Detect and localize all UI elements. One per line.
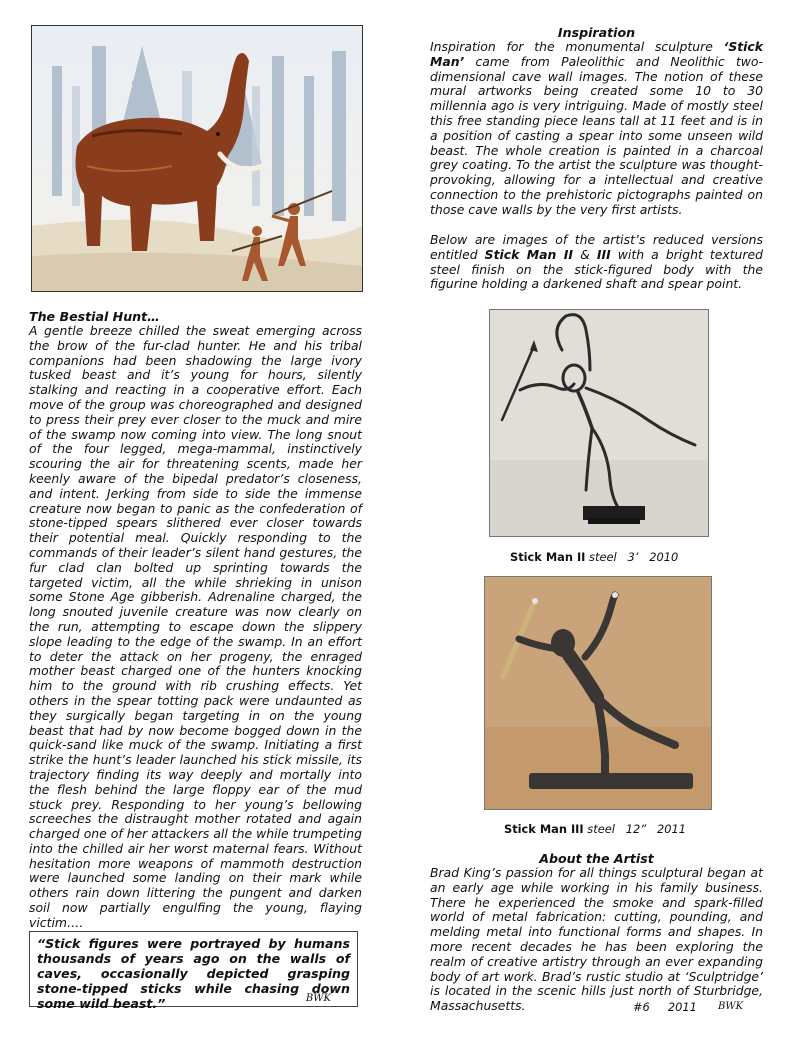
- stick-man-iii-detail: steel 12” 2011: [587, 822, 686, 836]
- quote-signature: BWK: [305, 993, 331, 1004]
- text-run: with a bright textured steel finish on the stick-figured body with the figurine holding a darkened shaft and spear point.: [430, 246, 763, 292]
- footer-initials: BWK: [718, 1001, 744, 1012]
- inspiration-paragraph-2: [430, 233, 763, 292]
- mammoth-painting-image: [32, 26, 362, 291]
- bestial-hunt-heading: The Bestial Hunt…: [29, 309, 160, 324]
- stick-man-iii-caption: [504, 822, 686, 836]
- stick-man-ii-title: Stick Man II: [510, 550, 586, 564]
- bold-text-run: ‘Stick Man’: [430, 39, 763, 69]
- bestial-hunt-story: A gentle breeze chilled the sweat emerging across the brow of the fur-clad hunter. He and his tribal companions had been shadowing the large ivory tusked beast and it’s young for hours, silently stalking and reacting in a cooperative effort. Each move of the group was choreographed and designed to press their prey ever closer to the muck and mire of the swamp now coming into view. The long snout of the four legged, mega-mammal, instinctively scouring the air for threatening scents, made her keenly aware of the bipedal predator’s closeness, and intent. Jerking from side to side the immense creature now began to panic as the confederation of stone-tipped spears slithered ever closer towards their potential meal. Quickly responding to the commands of their leader’s silent hand gestures, the fur clad clan bolted up sprinting towards the targeted victim, all the while shrieking in unison some Stone Age gibberish. Adrenaline charged, the long snouted juvenile creature was now clearly on the run, attempting to escape down the slippery slope leading to the edge of the swamp. In an effort to deter the attack on her progeny, the enraged mother beast charged one of the hunters knocking him to the ground with rib crushing effects. Yet others in the spear totting pack were undaunted as they surgically began targeting in on the young beast that had by now become bogged down in the quick-sand like muck of the swamp. Initiating a first strike the hunt’s leader launched his stick missile, its trajectory finding its way deeply and mortally into the flesh behind the large floppy ear of the mud stuck prey. Responding to her young’s bellowing screeches the distraught mother rotated and again charged one of her attackers all the while trumpeting into the chilled air her worst maternal fears. Without hesitation more weapons of mammoth destruction were launched some landing on their mark while others rain down littering the pungent and darken soil now partially engulfing the young, flaying victim….: [29, 323, 362, 930]
- text-run: came from Paleolithic and Neolithic two-dimensional cave wall images. The notion of these mural artworks being created some 10 to 30 millennia ago is very intriguing. Made of mostly steel this free standing piece leans tall at 11 feet and is in a position of casting a spear into some unseen wild beast. The whole creation is painted in a charcoal grey coating. To the artist the sculpture was thought-provoking, allowing for a intellectual and creative connection to the prehistoric pictographs painted on those cave walls by the very first artists.: [430, 53, 763, 217]
- stick-man-ii-sculpture-image: [490, 310, 708, 536]
- text-run: Below are images of the artist’s reduced versions entitled: [430, 232, 763, 262]
- stick-man-ii-caption: [510, 550, 678, 564]
- quote-box: [29, 931, 358, 1011]
- about-artist-text: Brad King’s passion for all things sculptural began at an early age while working in his family business. There he experienced the smoke and spark-filled world of metal fabrication: cutting, pounding, and melding metal into functional forms and shapes. In more recent decades he has been exploring the realm of creative artistry through an ever expanding body of art work. Brad’s rustic studio at ‘Sculptridge’ is located in the scenic hills just north of Sturbridge, Massachusetts.: [430, 865, 763, 1014]
- inspiration-paragraph-1: [430, 40, 763, 218]
- stick-man-iii-photo: [484, 576, 712, 810]
- inspiration-heading: Inspiration: [557, 25, 636, 40]
- stick-man-iii-sculpture-image: [485, 577, 711, 809]
- stick-man-iii-title: Stick Man III: [504, 822, 584, 836]
- stick-man-ii-photo: [489, 309, 709, 537]
- text-run: Inspiration for the monumental sculpture: [430, 39, 724, 54]
- quote-text: “Stick figures were portrayed by humans thousands of years ago on the walls of caves, occasionally depicted grasping stone-tipped sticks while chasing down some wild beast.”: [37, 936, 350, 1011]
- stick-man-ii-detail: steel 3’ 2010: [589, 550, 679, 564]
- footer-issue: #6 2011: [633, 1000, 697, 1014]
- about-artist-heading: About the Artist: [539, 851, 654, 866]
- bold-text-run: Stick Man II: [484, 246, 573, 262]
- bold-text-run: III: [596, 246, 611, 262]
- text-run: &: [573, 246, 597, 262]
- mammoth-hunt-painting: [31, 25, 363, 292]
